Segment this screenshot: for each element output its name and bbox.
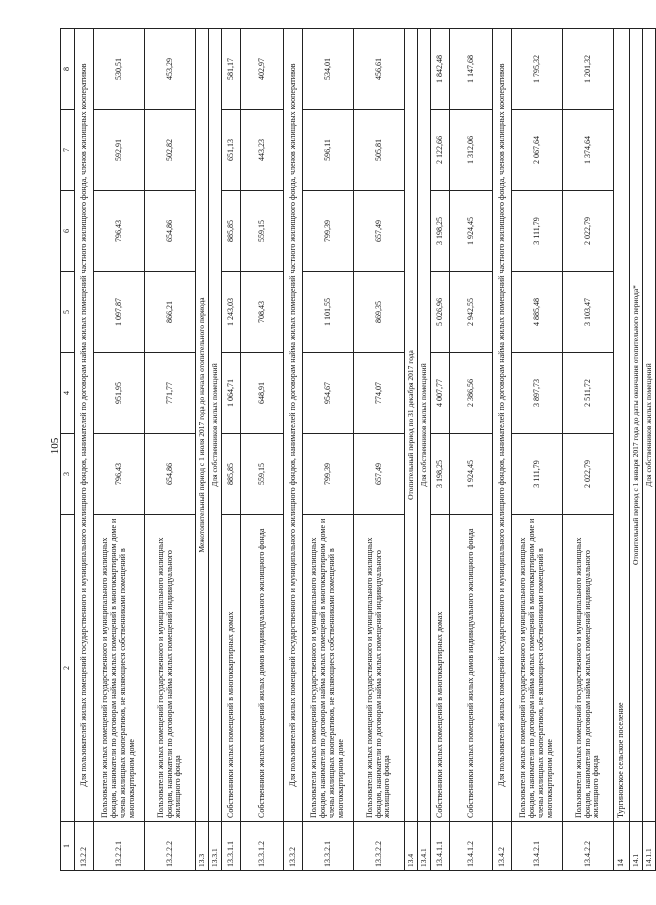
value-cell: 530,51 — [94, 29, 145, 110]
page-number: 105 — [49, 437, 61, 455]
subheading-text: Отопительный период с 1 января 2017 года до даты окончания отопительного периода* — [630, 29, 643, 822]
row-number: 13.4.1.2 — [450, 822, 493, 871]
value-cell: 1 924,45 — [450, 191, 493, 272]
value-cell: 2 386,56 — [450, 353, 493, 434]
value-cell: 3 111,79 — [512, 434, 563, 515]
value-cell: 654,86 — [145, 191, 196, 272]
value-cell: 885,85 — [222, 191, 241, 272]
table-row — [450, 29, 493, 871]
tariff-table — [60, 28, 656, 871]
value-cell: 505,81 — [354, 110, 405, 191]
row-label: Собственники жилых помещений жилых домов индивидуального жилищного фонда — [241, 515, 284, 822]
row-number: 13.3.2.2 — [354, 822, 405, 871]
value-cell: 402,97 — [241, 29, 284, 110]
subheading-text: Межотопительный период с 1 июля 2017 года до начала отопительного периода — [196, 29, 209, 822]
value-cell: 559,15 — [241, 434, 284, 515]
value-cell: 1 842,48 — [431, 29, 450, 110]
row-number: 13.3.1.2 — [241, 822, 284, 871]
value-cell: 2 122,66 — [431, 110, 450, 191]
header-cell: 6 — [61, 191, 75, 272]
subheading-row — [418, 29, 431, 871]
header-cell: 1 — [61, 822, 75, 871]
value-cell: 651,13 — [222, 110, 241, 191]
table-row — [241, 29, 284, 871]
row-label: Собственники жилых помещений в многоквартирных домах — [222, 515, 241, 822]
value-cell: 796,43 — [94, 434, 145, 515]
header-cell: 2 — [61, 515, 75, 822]
row-number: 13.2.2 — [75, 822, 94, 871]
value-cell: 1 147,68 — [450, 29, 493, 110]
table-row — [354, 29, 405, 871]
value-cell: 654,86 — [145, 434, 196, 515]
row-number: 13.4 — [405, 822, 418, 871]
column-number-header — [61, 29, 75, 871]
row-label: Пользователи жилых помещений государственного и муниципального жилищных фондов, наниматели по договорам найма жилых помещений индивидуального жилищного фонда — [145, 515, 196, 822]
subheading-text: Для собственников жилых помещений — [643, 29, 656, 822]
value-cell: 1 374,64 — [563, 110, 614, 191]
row-label: Собственники жилых помещений в многоквартирных домах — [431, 515, 450, 822]
row-label: Пользователи жилых помещений государственного и муниципального жилищных фондов, наниматели по договорам найма жилых помещений в многоквартирном доме и члены жилищных кооперативов, не являющиеся собственниками помещений в многоквартирном доме — [94, 515, 145, 822]
value-cell: 954,67 — [303, 353, 354, 434]
row-number: 13.4.2.2 — [563, 822, 614, 871]
value-cell: 708,43 — [241, 272, 284, 353]
row-label: Пользователи жилых помещений государственного и муниципального жилищных фондов, наниматели по договорам найма жилых помещений индивидуального жилищного фонда — [354, 515, 405, 822]
row-number: 13.3.2 — [284, 822, 303, 871]
value-cell: 5 026,96 — [431, 272, 450, 353]
row-label: Пользователи жилых помещений государственного и муниципального жилищных фондов, наниматели по договорам найма жилых помещений в многоквартирном доме и члены жилищных кооперативов, не являющиеся собственниками помещений в многоквартирном доме — [303, 515, 354, 822]
value-cell: 596,11 — [303, 110, 354, 191]
subheading-row — [405, 29, 418, 871]
value-cell: 2 022,79 — [563, 191, 614, 272]
subheading-text: Для пользователей жилых помещений государственного и муниципального жилищного фондов, нанимателей по договорам найма жилых помещений частного жилищного фонда, членов жилищных кооперативов — [284, 29, 303, 822]
value-cell: 4 885,48 — [512, 272, 563, 353]
row-number: 13.4.1 — [418, 822, 431, 871]
value-cell: 2 022,79 — [563, 434, 614, 515]
header-cell: 4 — [61, 353, 75, 434]
row-number: 14.1.1 — [643, 822, 656, 871]
row-number: 13.4.2.1 — [512, 822, 563, 871]
value-cell: 1 097,87 — [94, 272, 145, 353]
row-number: 13.2.2.2 — [145, 822, 196, 871]
value-cell: 4 007,77 — [431, 353, 450, 434]
value-cell: 657,49 — [354, 191, 405, 272]
value-cell: 774,07 — [354, 353, 405, 434]
value-cell: 3 198,25 — [431, 434, 450, 515]
value-cell: 534,01 — [303, 29, 354, 110]
value-cell: 1 101,55 — [303, 272, 354, 353]
value-cell: 1 243,03 — [222, 272, 241, 353]
subheading-row — [196, 29, 209, 871]
header-cell: 7 — [61, 110, 75, 191]
row-number: 13.3.1.1 — [222, 822, 241, 871]
table-row — [94, 29, 145, 871]
subheading-row — [493, 29, 512, 871]
subheading-text: Для собственников жилых помещений — [209, 29, 222, 822]
row-number: 14 — [614, 822, 630, 871]
row-number: 13.3 — [196, 822, 209, 871]
table-row — [222, 29, 241, 871]
value-cell: 456,61 — [354, 29, 405, 110]
value-cell: 453,29 — [145, 29, 196, 110]
table-row — [145, 29, 196, 871]
subheading-row — [643, 29, 656, 871]
section-row — [614, 29, 630, 871]
row-number: 13.3.2.1 — [303, 822, 354, 871]
row-number: 13.3.1 — [209, 822, 222, 871]
header-cell: 3 — [61, 434, 75, 515]
value-cell: 2 942,55 — [450, 272, 493, 353]
value-cell: 502,82 — [145, 110, 196, 191]
value-cell: 2 067,64 — [512, 110, 563, 191]
header-cell: 5 — [61, 272, 75, 353]
value-cell: 1 924,45 — [450, 434, 493, 515]
value-cell: 799,39 — [303, 434, 354, 515]
value-cell: 866,21 — [145, 272, 196, 353]
value-cell: 559,15 — [241, 191, 284, 272]
subheading-row — [75, 29, 94, 871]
table-row — [303, 29, 354, 871]
row-label: Пользователи жилых помещений государственного и муниципального жилищных фондов, наниматели по договорам найма жилых помещений в многоквартирном доме и члены жилищных кооперативов, не являющиеся собственниками помещений в многоквартирном доме — [512, 515, 563, 822]
subheading-text: Для пользователей жилых помещений государственного и муниципального жилищного фондов, нанимателей по договорам найма жилых помещений частного жилищного фонда, членов жилищных кооперативов — [75, 29, 94, 822]
value-cell: 2 511,72 — [563, 353, 614, 434]
value-cell: 3 198,25 — [431, 191, 450, 272]
subheading-text: Отопительный период по 31 декабря 2017 года — [405, 29, 418, 822]
value-cell: 771,77 — [145, 353, 196, 434]
value-cell: 3 897,73 — [512, 353, 563, 434]
value-cell: 592,91 — [94, 110, 145, 191]
value-cell: 869,35 — [354, 272, 405, 353]
subheading-row — [284, 29, 303, 871]
value-cell: 657,49 — [354, 434, 405, 515]
tariff-table-body — [61, 29, 656, 871]
row-number: 14.1 — [630, 822, 643, 871]
value-cell: 1 201,32 — [563, 29, 614, 110]
value-cell: 3 111,79 — [512, 191, 563, 272]
value-cell: 581,17 — [222, 29, 241, 110]
table-row — [431, 29, 450, 871]
value-cell: 799,39 — [303, 191, 354, 272]
row-number: 13.4.1.1 — [431, 822, 450, 871]
value-cell: 443,23 — [241, 110, 284, 191]
value-cell: 1 064,71 — [222, 353, 241, 434]
row-label: Пользователи жилых помещений государственного и муниципального жилищных фондов, наниматели по договорам найма жилых помещений индивидуального жилищного фонда — [563, 515, 614, 822]
value-cell: 1 795,32 — [512, 29, 563, 110]
value-cell: 796,43 — [94, 191, 145, 272]
table-row — [512, 29, 563, 871]
row-label: Собственники жилых помещений жилых домов индивидуального жилищного фонда — [450, 515, 493, 822]
row-number: 13.4.2 — [493, 822, 512, 871]
subheading-text: Для пользователей жилых помещений государственного и муниципального жилищного фондов, нанимателей по договорам найма жилых помещений частного жилищного фонда, членов жилищных кооперативов — [493, 29, 512, 822]
subheading-row — [630, 29, 643, 871]
header-cell: 8 — [61, 29, 75, 110]
table-row — [563, 29, 614, 871]
section-title: Тургиновское сельское поселение — [614, 29, 630, 822]
value-cell: 1 312,06 — [450, 110, 493, 191]
row-number: 13.2.2.1 — [94, 822, 145, 871]
value-cell: 648,91 — [241, 353, 284, 434]
value-cell: 951,95 — [94, 353, 145, 434]
tariff-table-sheet — [60, 55, 653, 871]
value-cell: 885,85 — [222, 434, 241, 515]
value-cell: 3 103,47 — [563, 272, 614, 353]
subheading-text: Для собственников жилых помещений — [418, 29, 431, 822]
subheading-row — [209, 29, 222, 871]
